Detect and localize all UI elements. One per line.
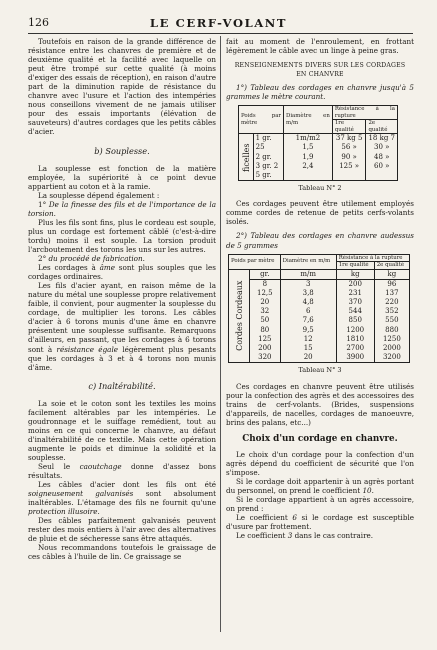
paragraph: La soie et le coton sont les textiles les moins facilement altérables par les intempéries. Le goudronnage et le suiffage remédient, tout au moins en ce qui concerne le chanvre, au défaut d'inaltérabilité de ce textile. Mais cette opération augmente le poids et diminue la solidité et la souplesse. [28, 398, 216, 462]
running-title: LE CERF-VOLANT [149, 16, 288, 30]
paragraph: Toutefois en raison de la grande différence de résistance entre les chanvres de première et de deuxième qualité et la facilité avec laquelle on peut être trompé sur cette qualité (à moins d'exiger des essais de réception), en raison d'autre part de la diminution rapide de résistance du chanvre avec l'usure et l'action des intempéries nous conseillons vivement de ne jamais utiliser pour des essais importants (élévation de sauveteurs) d'autres cordages que les petits câbles d'acier. [28, 37, 216, 137]
paragraph: La souplesse est fonction de la matière employée, la supériorité à ce point devue appartient au coton et à la ramie. [28, 163, 216, 191]
unit-q2: kg [374, 269, 409, 279]
section-heading: c) Inaltérabilité. [88, 380, 156, 391]
page-header [0, 16, 437, 30]
cell-q2: 18 kg 7 30 » 48 » 60 » [366, 134, 398, 181]
cell-q2: 96 137 220 352 550 880 1250 2000 3200 [374, 279, 409, 363]
col-header-resistance: Résistance à la rupture [336, 254, 409, 262]
col-header-q1: 1re qualité [332, 120, 366, 134]
text-run: Si le cordage doit appartenir à un agrès portant du personnel, on prend le coefficient [226, 476, 414, 495]
col-header-q1: 1re qualité [336, 262, 374, 270]
small-heading: RENSEIGNEMENTS DIVERS SUR LES CORDAGES [234, 62, 406, 70]
text-italic: résistance égale [56, 344, 119, 354]
paragraph: Ces cordages en chanvre peuvent être utilisés pour la confection des agrès et des accessoires des trains de cerf-volants. (Brides, suspensions d'appareils, de nacelles, cordages de manoeuvre, brins des palans, etc...) [226, 381, 414, 427]
table-cordages-ficelles [238, 105, 398, 181]
list-number: 2° [38, 254, 49, 264]
text-run: Le coefficient [236, 513, 293, 523]
cell-poids: 1 gr. 25 2 gr. 3 gr. 2 5 gr. [253, 134, 283, 181]
text-italic: 10. [362, 485, 374, 495]
cell-q1: 200 231 370 544 850 1200 1810 2700 3900 [336, 279, 374, 363]
col-header-poids: Poids par mètre [239, 106, 284, 134]
text-italic: caoutchage [79, 462, 122, 472]
paragraph [28, 281, 216, 371]
text-run: sont plus souples que les cordages ordinaires. [28, 263, 216, 282]
text-run: sont absolument inaltérables. L'étamage des fils ne fournit qu'une [28, 489, 216, 508]
text-run: Les cordages à [38, 263, 100, 273]
paragraph [28, 462, 216, 480]
text-run: Les câbles d'acier dont les fils ont été [38, 480, 216, 490]
col-header-q2: 2e qualité [374, 262, 409, 270]
cell-q1: 37 kg 5 56 » 90 » 125 » [332, 134, 366, 181]
col-header-q2: 2e qualité [366, 120, 398, 134]
list-text: De la finesse des fils et de l'importance de la torsion. [28, 199, 216, 218]
page-number: 126 [28, 16, 49, 29]
cell-diametre: 1m/m2 1,5 1,9 2,4 [284, 134, 333, 181]
table-title: 2°) Tableau des cordages en chanvre audessus de 5 grammes [226, 231, 414, 250]
left-column [28, 37, 216, 562]
paragraph: Plus les fils sont fins, plus le cordeau est souple, plus un cordage est fortement câblé (c'est-à-dire tordu) moins il est souple. La torsion produit l'arcboutement des torons les uns sur les autres. [28, 217, 216, 254]
list-number: 1° [38, 199, 49, 209]
table-cordages-chanvre [228, 254, 410, 364]
text-run: légèrement plus pesants que les cordages à 3 et à 4 torons non munis d'âme. [28, 344, 216, 372]
text-run: Le coefficient [236, 531, 288, 541]
unit-q1: kg [336, 269, 374, 279]
col-header-diametre: Diamètre en m/m [280, 254, 336, 269]
small-heading: EN CHANVRE [296, 71, 344, 79]
section-heading: Choix d'un cordage en chanvre. [242, 433, 398, 444]
table-caption: Tableau N° 2 [298, 184, 342, 193]
table-caption: Tableau N° 3 [298, 366, 342, 375]
text-run: Seul le [38, 462, 80, 472]
table-title: 1°) Tableau des cordages en chanvre jusqu'à 5 grammes le mètre courant. [226, 83, 414, 102]
list-item [28, 254, 216, 263]
paragraph: Si le cordage appartient à un agrès accessoire, on prend : [226, 495, 414, 514]
row-label: ficelles [239, 134, 254, 181]
text-italic: protection illusoire. [28, 507, 100, 517]
unit-diametre: m/m [280, 269, 336, 279]
text-run: Les fils d'acier ayant, en raison même de la nature du métal une souplesse propre relativement faible, il convient, pour augmenter la souplesse du cordage, de multiplier les torons. Les câbles d'acier à 6 torons munis d'une âme en chanvre présentent une souplesse suffisante. Remarquons d'ailleurs, en passant, que les cordages à 6 torons sont à [28, 281, 216, 354]
cell-poids: 8 12,5 20 32 50 80 125 200 320 [249, 279, 280, 363]
paragraph: Ces cordages peuvent être utilement employés comme cordes de retenue de petits cerfs-volants isolés. [226, 199, 414, 227]
section-heading: b) Souplesse. [94, 145, 150, 156]
col-header-diametre: Diamètre en m/m [284, 106, 333, 134]
text-run: donne d'assez bons résultats. [28, 462, 216, 481]
unit-poids: gr. [249, 269, 280, 279]
text-run: dans le cas contraire. [292, 531, 374, 541]
header-rule [28, 33, 413, 34]
paragraph [28, 480, 216, 516]
paragraph [28, 263, 216, 281]
paragraph [226, 531, 414, 540]
text-italic: 3 [287, 531, 293, 541]
paragraph [226, 477, 414, 495]
col-header-poids: Poids par mètre [229, 254, 281, 269]
list-text: du procédé de fabrication. [48, 254, 145, 264]
text-italic: âme [99, 263, 115, 273]
paragraph: Des câbles parfaitement galvanisés peuvent rester des mois entiers à l'air avec des alternatives de pluie et de sécheresse sans être attaqués. [28, 516, 216, 544]
paragraph: Nous recommandons toutefois le graissage de ces câbles à l'huile de lin. Ce graissage se [28, 543, 216, 562]
text-italic: 6 [292, 513, 297, 523]
col-header-resistance: Résistance à la rupture [332, 106, 397, 120]
paragraph [226, 513, 414, 531]
row-label: Cordes Cordeaux [229, 269, 250, 363]
paragraph: Le choix d'un cordage pour la confection d'un agrès dépend du coefficient de sécurité que l'on s'impose. [226, 449, 414, 477]
right-column [226, 37, 414, 540]
text-run: si le cordage est susceptible d'usure par frottement. [226, 513, 414, 532]
paragraph: fait au moment de l'enroulement, en frottant légèrement le câble avec un linge à peine gras. [226, 37, 414, 56]
cell-diametre: 3 3,8 4,8 6 7,6 9,5 12 15 20 [280, 279, 336, 363]
paragraph: La souplesse dépend également : [38, 190, 160, 200]
list-item [28, 200, 216, 218]
column-divider [220, 36, 221, 632]
text-italic: soigneusement galvanisés [28, 489, 134, 499]
